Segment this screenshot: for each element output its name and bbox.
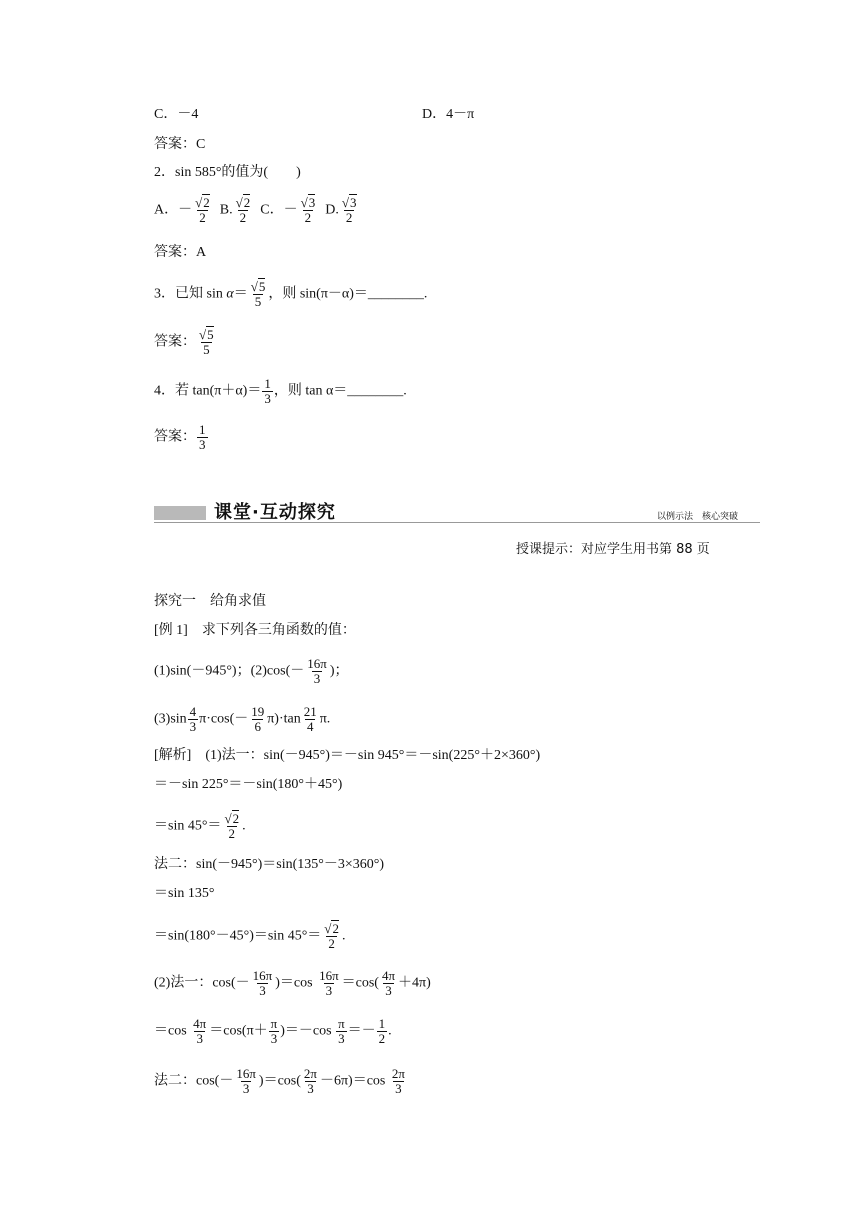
numerator: 19 <box>251 704 265 719</box>
denominator: 3 <box>242 1081 250 1096</box>
fraction <box>234 1067 258 1096</box>
numerator: 4π <box>193 1016 207 1031</box>
text: －6π)＝cos <box>319 1073 389 1089</box>
numerator: 21 <box>303 704 317 719</box>
text: . <box>341 928 346 944</box>
q1-answer: 答案：C <box>154 137 206 152</box>
example-stem: [例 1] 求下列各三角函数的值： <box>154 623 356 638</box>
example-parts-1 <box>154 657 348 686</box>
text: ，则 tan α＝________. <box>273 383 407 399</box>
text: . <box>242 818 246 834</box>
denominator: 3 <box>385 983 392 998</box>
text: 4．若 tan(π＋α)＝ <box>154 383 262 399</box>
numerator: 1 <box>378 1016 386 1031</box>
alpha: α <box>226 286 234 302</box>
lesson-tip: 授课提示：对应学生用书第 88 页 <box>516 542 710 557</box>
text: ＝ <box>233 286 248 302</box>
fraction: $\frac{√2}{2}$ <box>235 195 251 225</box>
q2-options <box>154 196 360 225</box>
fraction <box>251 969 275 998</box>
text: ＝cos(π＋ <box>209 1023 268 1039</box>
section-rule <box>154 522 760 523</box>
radicand: 3 <box>350 195 357 210</box>
radicand: 2 <box>203 195 210 210</box>
numerator: 2π <box>391 1066 405 1081</box>
text: π)·tan <box>267 711 301 727</box>
denominator: 3 <box>189 719 197 734</box>
radicand: 2 <box>243 195 251 210</box>
section-header-bar <box>154 506 206 520</box>
option-a-label: A．－ <box>154 202 193 218</box>
fraction <box>249 705 266 734</box>
text: ＝cos <box>154 1023 191 1039</box>
q3-stem <box>154 280 427 309</box>
solution-line-9 <box>154 1067 408 1096</box>
q2-stem: 2．sin 585°的值为( ) <box>154 165 301 180</box>
solution-line-1: [解析] (1)法一：sin(－945°)＝－sin 945°＝－sin(225°＋2×360°) <box>154 748 541 763</box>
fraction <box>302 1067 319 1096</box>
radicand: 3 <box>308 195 316 210</box>
radicand: 5 <box>258 279 266 294</box>
numerator: π <box>338 1016 345 1031</box>
option-c: C．－4 <box>154 107 199 122</box>
text: π·cos(－ <box>199 711 249 727</box>
denominator: 3 <box>338 1031 345 1046</box>
fraction <box>188 705 199 734</box>
text: (3)sin <box>154 711 187 727</box>
numerator: 2π <box>303 1066 317 1081</box>
answer-label: 答案： <box>154 429 196 445</box>
fraction <box>377 1017 388 1046</box>
text: . <box>388 1023 392 1039</box>
section-title: 课堂·互动探究 <box>214 502 336 523</box>
fraction <box>191 1017 208 1046</box>
text: )； <box>329 663 349 679</box>
answer-label: 答案： <box>154 334 196 350</box>
solution-line-7 <box>154 969 431 998</box>
fraction <box>197 423 208 452</box>
denominator: 2 <box>345 210 353 225</box>
solution-line-5: ＝sin 135° <box>154 886 215 901</box>
example-part-3 <box>154 705 330 734</box>
solution-line-3 <box>154 812 246 841</box>
solution-line-2: ＝－sin 225°＝－sin(180°＋45°) <box>154 777 343 792</box>
fraction: $\frac{√2}{2}$ <box>224 811 240 841</box>
numerator: 1 <box>199 422 206 437</box>
denominator: 6 <box>254 719 261 734</box>
text: ＝－ <box>347 1023 376 1039</box>
numerator: π <box>270 1016 278 1031</box>
text: ，则 sin(π－α)＝________. <box>268 286 428 302</box>
fraction <box>305 657 329 686</box>
denominator: 3 <box>307 1081 314 1096</box>
q2-answer: 答案：A <box>154 245 207 260</box>
denominator: 3 <box>196 1031 203 1046</box>
text: ＝sin 45°＝ <box>154 818 222 834</box>
radicand: 5 <box>207 327 214 342</box>
text: ＝sin(180°－45°)＝sin 45°＝ <box>154 928 322 944</box>
fraction <box>336 1017 347 1046</box>
denominator: 2 <box>199 210 206 225</box>
denominator: 3 <box>395 1081 402 1096</box>
denominator: 2 <box>304 210 312 225</box>
denominator: 4 <box>306 719 314 734</box>
text: (1)sin(－945°)；(2)cos(－ <box>154 663 305 679</box>
text: )＝cos <box>275 975 317 991</box>
text: ＝cos( <box>341 975 379 991</box>
denominator: 2 <box>378 1031 386 1046</box>
denominator: 2 <box>328 936 335 951</box>
denominator: 3 <box>313 671 321 686</box>
q1-options-row <box>154 105 198 125</box>
text: ＋4π) <box>398 975 431 991</box>
numerator: 16π <box>236 1066 256 1081</box>
option-d: D．4－π <box>422 107 475 122</box>
numerator: 4π <box>381 968 396 983</box>
fraction: $\frac{√2}{2}$ <box>324 921 339 951</box>
text: 法二：cos(－ <box>154 1073 234 1089</box>
fraction: $\frac{√5}{5}$ <box>250 279 266 309</box>
text: )＝－cos <box>280 1023 336 1039</box>
denominator: 2 <box>228 826 235 841</box>
denominator: 5 <box>254 294 262 309</box>
fraction <box>317 969 341 998</box>
fraction: $\frac{√5}{5}$ <box>199 327 214 357</box>
option-c-label: C．－ <box>260 202 298 218</box>
denominator: 3 <box>270 1031 278 1046</box>
denominator: 3 <box>199 437 206 452</box>
denominator: 3 <box>325 983 333 998</box>
explore-heading: 探究一 给角求值 <box>154 594 266 609</box>
numerator: 4 <box>189 704 197 719</box>
text: )＝cos( <box>258 1073 301 1089</box>
denominator: 3 <box>264 391 271 406</box>
solution-line-8 <box>154 1017 392 1046</box>
text: (2)法一：cos(－ <box>154 975 250 991</box>
solution-line-6 <box>154 922 345 951</box>
solution-line-4: 法二：sin(－945°)＝sin(135°－3×360°) <box>154 857 385 872</box>
q4-stem <box>154 377 407 406</box>
numerator: 16π <box>307 656 327 671</box>
numerator: 1 <box>264 376 271 391</box>
text: π. <box>319 711 331 727</box>
option-b-label: B. <box>219 202 233 218</box>
q4-answer <box>154 423 209 452</box>
fraction <box>302 705 319 734</box>
fraction: $\frac{√3}{2}$ <box>341 195 357 225</box>
denominator: 2 <box>239 210 247 225</box>
fraction: $\frac{√2}{2}$ <box>195 195 210 225</box>
option-d-label: D. <box>325 202 339 218</box>
fraction <box>380 969 397 998</box>
q3-answer <box>154 328 217 357</box>
radicand: 2 <box>332 921 339 936</box>
text: 3．已知 sin <box>154 286 227 302</box>
fraction <box>390 1067 407 1096</box>
radicand: 2 <box>232 811 240 826</box>
fraction <box>262 377 273 406</box>
fraction <box>269 1017 280 1046</box>
numerator: 16π <box>252 968 273 983</box>
fraction: $\frac{√3}{2}$ <box>300 195 316 225</box>
section-subtitle: 以例示法 核心突破 <box>657 512 739 522</box>
numerator: 16π <box>319 968 339 983</box>
denominator: 5 <box>203 342 210 357</box>
denominator: 3 <box>259 983 266 998</box>
